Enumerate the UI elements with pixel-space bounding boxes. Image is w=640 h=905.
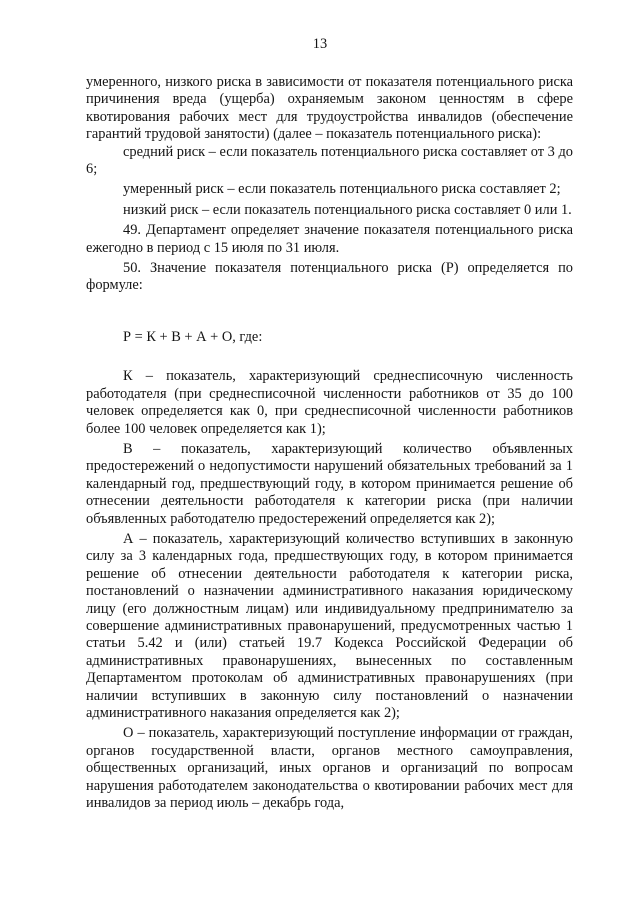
paragraph-b-indicator: В – показатель, характеризующий количество объявленных предостережений о недопустимости нарушений обязательных требований за 1 календарный год, предшествующий году, в котором принимается решение об отнесении деятельности работодателя к категории риска (при наличии объявленных работодателю предостережений определяется как 2); xyxy=(86,440,573,527)
paragraph-medium-risk: средний риск – если показатель потенциального риска составляет от 3 до 6; xyxy=(86,143,573,178)
paragraph-a-indicator: А – показатель, характеризующий количество вступивших в законную силу за 3 календарных года, предшествующих году, в котором принимается решение об отнесении деятельности работодателя к категории риска, постановлений о назначении административного наказания юридическому лицу (его должностным лицам) или индивидуальному предпринимателю за совершение административных правонарушений, предусмотренных частью 1 статьи 5.42 и (или) статьей 19.7 Кодекса Российской Федерации об административных правонарушениях, вынесенных по составленным Департаментом протоколам об административных правонарушениях (при наличии вступивших в законную силу постановлений о назначении административного наказания определяется как 2); xyxy=(86,530,573,721)
paragraph-50: 50. Значение показателя потенциального риска (Р) определяется по формуле: xyxy=(86,260,573,294)
risk-formula: Р = К + В + А + О, где: xyxy=(123,328,263,345)
paragraph-49: 49. Департамент определяет значение показателя потенциального риска ежегодно в период с 15 июля по 31 июля. xyxy=(86,222,573,256)
paragraph-low-risk: низкий риск – если показатель потенциального риска составляет 0 или 1. xyxy=(123,201,572,218)
paragraph-moderate-risk: умеренный риск – если показатель потенциального риска составляет 2; xyxy=(123,181,561,198)
page-number: 13 xyxy=(312,36,328,52)
document-body xyxy=(86,74,573,812)
paragraph-o-indicator: О – показатель, характеризующий поступление информации от граждан, органов государственной власти, органов местного самоуправления, общественных организаций, иных органов и организаций по вопросам нарушения работодателем законодательства о квотировании рабочих мест для инвалидов за период июль – декабрь года, xyxy=(86,725,573,812)
paragraph-risk-levels-intro: умеренного, низкого риска в зависимости от показателя потенциального риска причинения вреда (ущерба) охраняемым законом ценностям в сфере квотирования рабочих мест для трудоустройства инвалидов (обеспечение гарантий трудовой занятости) (далее – показатель потенциального риска): xyxy=(86,74,573,143)
paragraph-k-indicator: К – показатель, характеризующий среднесписочную численность работодателя (при среднесписочной численности работников от 35 до 100 человек определяется как 0, при среднесписочной численности работников более 100 человек определяется как 1); xyxy=(86,368,573,437)
